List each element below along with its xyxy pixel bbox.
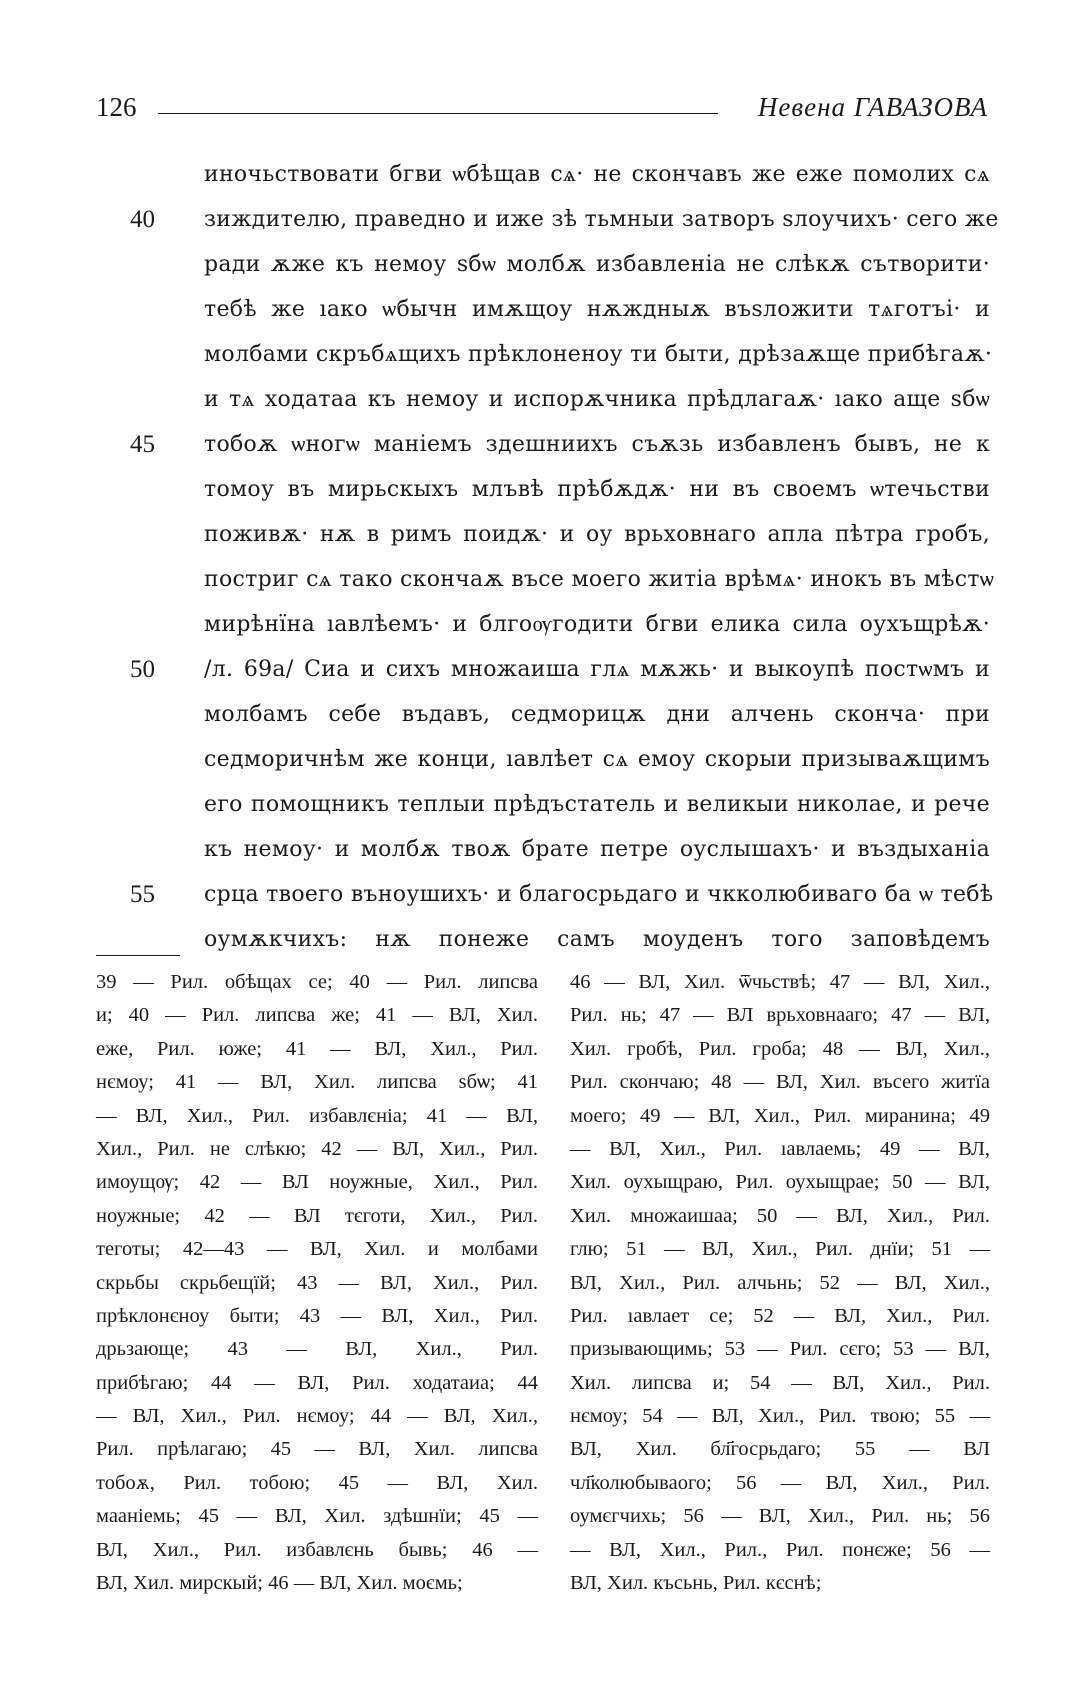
text-line [130, 198, 999, 243]
line-text: срца твоего въноушихъ· и благосрьдаго и чкколюбиваго ба ѡ тебѣ [204, 882, 994, 907]
footnote-line: — ВЛ, Хил., Рил. ıавлаемь; 49 — ВЛ, [570, 1137, 990, 1160]
text-line [130, 423, 990, 468]
footnote-line: ноужные; 42 — ВЛ тєготи, Хил., Рил. [96, 1204, 538, 1227]
text-line [130, 153, 990, 198]
footnote-line: чл҃колюбываого; 56 — ВЛ, Хил., Рил. [570, 1471, 990, 1494]
text-line [130, 288, 990, 333]
footnote-line: призывающимь; 53 — Рил. сєго; 53 — ВЛ, [570, 1338, 990, 1361]
line-text: молбамъ себе въдавъ, седморицѫ дни алчень сконча· при [204, 702, 990, 727]
footnote-line: прибѣгаю; 44 — ВЛ, Рил. ходатаиа; 44 [96, 1371, 538, 1394]
text-line [130, 603, 990, 648]
footnote-line: нємоу; 41 — ВЛ, Хил. липсва ѕбѡ; 41 [96, 1071, 538, 1094]
text-line [130, 378, 990, 423]
header-rule [158, 113, 718, 114]
line-text: иночьствовати бгви ѡбѣщав сѧ· не скончавъ же еже помолих сѧ [204, 162, 990, 187]
text-line [130, 468, 990, 513]
footnote-line: — ВЛ, Хил., Рил. избавлєніа; 41 — ВЛ, [96, 1104, 538, 1127]
line-text: оумѫкчихъ: нѫ понеже самъ моуденъ того заповѣдемъ [204, 927, 990, 952]
footnote-rule [96, 955, 180, 956]
text-line [130, 693, 990, 738]
line-number: 40 [130, 206, 155, 233]
footnote-line: прѣклонєноу быти; 43 — ВЛ, Хил., Рил. [96, 1304, 538, 1327]
text-line [130, 558, 995, 603]
footnote-line: Рил. скончаю; 48 — ВЛ, Хил. въсего житїа [570, 1071, 990, 1094]
text-line [130, 918, 990, 963]
footnotes-left-column [96, 966, 538, 1600]
line-text: ради ѫже къ немоу ѕбѡ молбѫ избавленіа не слѣкѫ сътворити· [204, 252, 990, 277]
footnote-line: еже, Рил. юже; 41 — ВЛ, Хил., Рил. [96, 1037, 538, 1060]
footnote-line: глю; 51 — ВЛ, Хил., Рил. днїи; 51 — [570, 1238, 990, 1261]
line-text: къ немоу· и молбѫ твоѫ брате петре оуслышахъ· и въздыханіа [204, 837, 990, 862]
line-number: 55 [130, 881, 155, 908]
footnote-line: Хил. оухыщраю, Рил. оухыщрае; 50 — ВЛ, [570, 1171, 990, 1194]
page-header [96, 92, 988, 132]
line-text: седморичнѣм же конци, ıавлѣет сѧ емоу скорыи призываѫщимъ [204, 747, 990, 772]
footnote-line: Хил. липсва и; 54 — ВЛ, Хил., Рил. [570, 1371, 990, 1394]
line-text: /л. 69а/ Сиа и сихъ множаиша глѧ мѫжь· и выкоупѣ постѡмъ и [204, 657, 990, 682]
footnote-line: теготы; 42—43 — ВЛ, Хил. и молбами [96, 1238, 538, 1261]
line-text: томоу въ мирьскыхъ млъвѣ прѣбѫдѫ· ни въ своемъ ѡтечьстви [204, 477, 990, 502]
footnote-line: ВЛ, Хил. бл҃госрьдаго; 55 — ВЛ [570, 1438, 990, 1461]
line-number: 50 [130, 656, 155, 683]
text-line [130, 783, 990, 828]
footnote-line: — ВЛ, Хил., Рил., Рил. понєже; 56 — [570, 1538, 990, 1561]
footnote-line: Рил. прѣлагаю; 45 — ВЛ, Хил. липсва [96, 1438, 538, 1461]
page-number: 126 [96, 92, 137, 122]
line-text: постриг сѧ тако скончаѫ въсе моего житіа врѣмѧ· инокъ въ мѣстѡ [204, 567, 995, 592]
footnote-line: 39 — Рил. обѣщах се; 40 — Рил. липсва [96, 971, 538, 993]
footnote-line: ВЛ, Хил., Рил. избавлєнь бывь; 46 — [96, 1538, 538, 1561]
footnote-line: Хил. множаишаа; 50 — ВЛ, Хил., Рил. [570, 1204, 990, 1227]
line-text: поживѫ· нѫ в римъ поидѫ· и оу врьховнаго апла пѣтра гробъ, [204, 522, 990, 547]
footnotes-right-column [570, 966, 990, 1600]
footnote-line: моего; 49 — ВЛ, Хил., Рил. миранина; 49 [570, 1104, 990, 1127]
footnote-line: ВЛ, Хил. късьнь, Рил. кєснѣ; [570, 1572, 822, 1595]
footnote-line: нємоу; 54 — ВЛ, Хил., Рил. твою; 55 — [570, 1405, 990, 1428]
text-line [130, 513, 990, 558]
footnote-line: Хил., Рил. не слѣкю; 42 — ВЛ, Хил., Рил. [96, 1137, 538, 1160]
line-text: зиждителю, праведно и иже зѣ тьмныи затворъ ѕлоучихъ· сего же [204, 207, 999, 232]
text-line [130, 333, 993, 378]
footnote-line: — ВЛ, Хил., Рил. нємоу; 44 — ВЛ, Хил., [96, 1405, 538, 1428]
text-line [130, 828, 990, 873]
footnote-line: скрьбы скрьбещїй; 43 — ВЛ, Хил., Рил. [96, 1271, 538, 1294]
line-text: тобоѫ ѡногѡ маніемъ здешниихъ съѫзь избавленъ бывъ, не к [204, 432, 990, 457]
line-text: его помощникъ теплыи прѣдъстатель и великыи николае, и рече [204, 792, 990, 817]
line-text: тебѣ же ıако ѡбычн имѫщоу нѫждныѫ въѕложити тѧготъі· и [204, 297, 990, 322]
footnote-line: ВЛ, Хил. мирскый; 46 — ВЛ, Хил. моємь; [96, 1572, 463, 1595]
footnote-line: Хил. гробѣ, Рил. гроба; 48 — ВЛ, Хил., [570, 1037, 990, 1060]
footnote-line: имоущѹ; 42 — ВЛ ноужные, Хил., Рил. [96, 1171, 538, 1194]
text-line [130, 243, 990, 288]
footnote-line: ВЛ, Хил., Рил. алчьнь; 52 — ВЛ, Хил., [570, 1271, 990, 1294]
line-text: и тѧ ходатаа къ немоу и испорѫчника прѣдлагаѫ· ıако аще ѕбѡ [204, 387, 990, 412]
text-line [130, 738, 990, 783]
line-number: 45 [130, 431, 155, 458]
footnote-line: дрьзающе; 43 — ВЛ, Хил., Рил. [96, 1338, 538, 1361]
footnote-line: 46 — ВЛ, Хил. ѿчьствѣ; 47 — ВЛ, Хил., [570, 971, 990, 993]
footnote-line: мааніемь; 45 — ВЛ, Хил. здѣшнїи; 45 — [96, 1505, 538, 1528]
main-text [130, 153, 999, 963]
footnote-line: Рил. ıавлает се; 52 — ВЛ, Хил., Рил. [570, 1304, 990, 1327]
footnote-line: Рил. нь; 47 — ВЛ врьховнааго; 47 — ВЛ, [570, 1004, 990, 1027]
footnote-line: оумєгчихь; 56 — ВЛ, Хил., Рил. нь; 56 [570, 1505, 990, 1528]
footnote-line: и; 40 — Рил. липсва же; 41 — ВЛ, Хил. [96, 1004, 538, 1027]
line-text: мирѣнїна ıавлѣемъ· и блгоѹгодити бгви елика сила оухъщрѣѫ· [204, 612, 990, 637]
text-line [130, 648, 990, 693]
footnote-line: тобоѫ, Рил. тобою; 45 — ВЛ, Хил. [96, 1471, 538, 1494]
line-text: молбами скръбѧщихъ прѣклоненоу ти быти, дрѣзаѫще прибѣгаѫ· [204, 342, 993, 367]
text-line [130, 873, 994, 918]
running-author: Невена ГАВАЗОВА [757, 92, 988, 122]
